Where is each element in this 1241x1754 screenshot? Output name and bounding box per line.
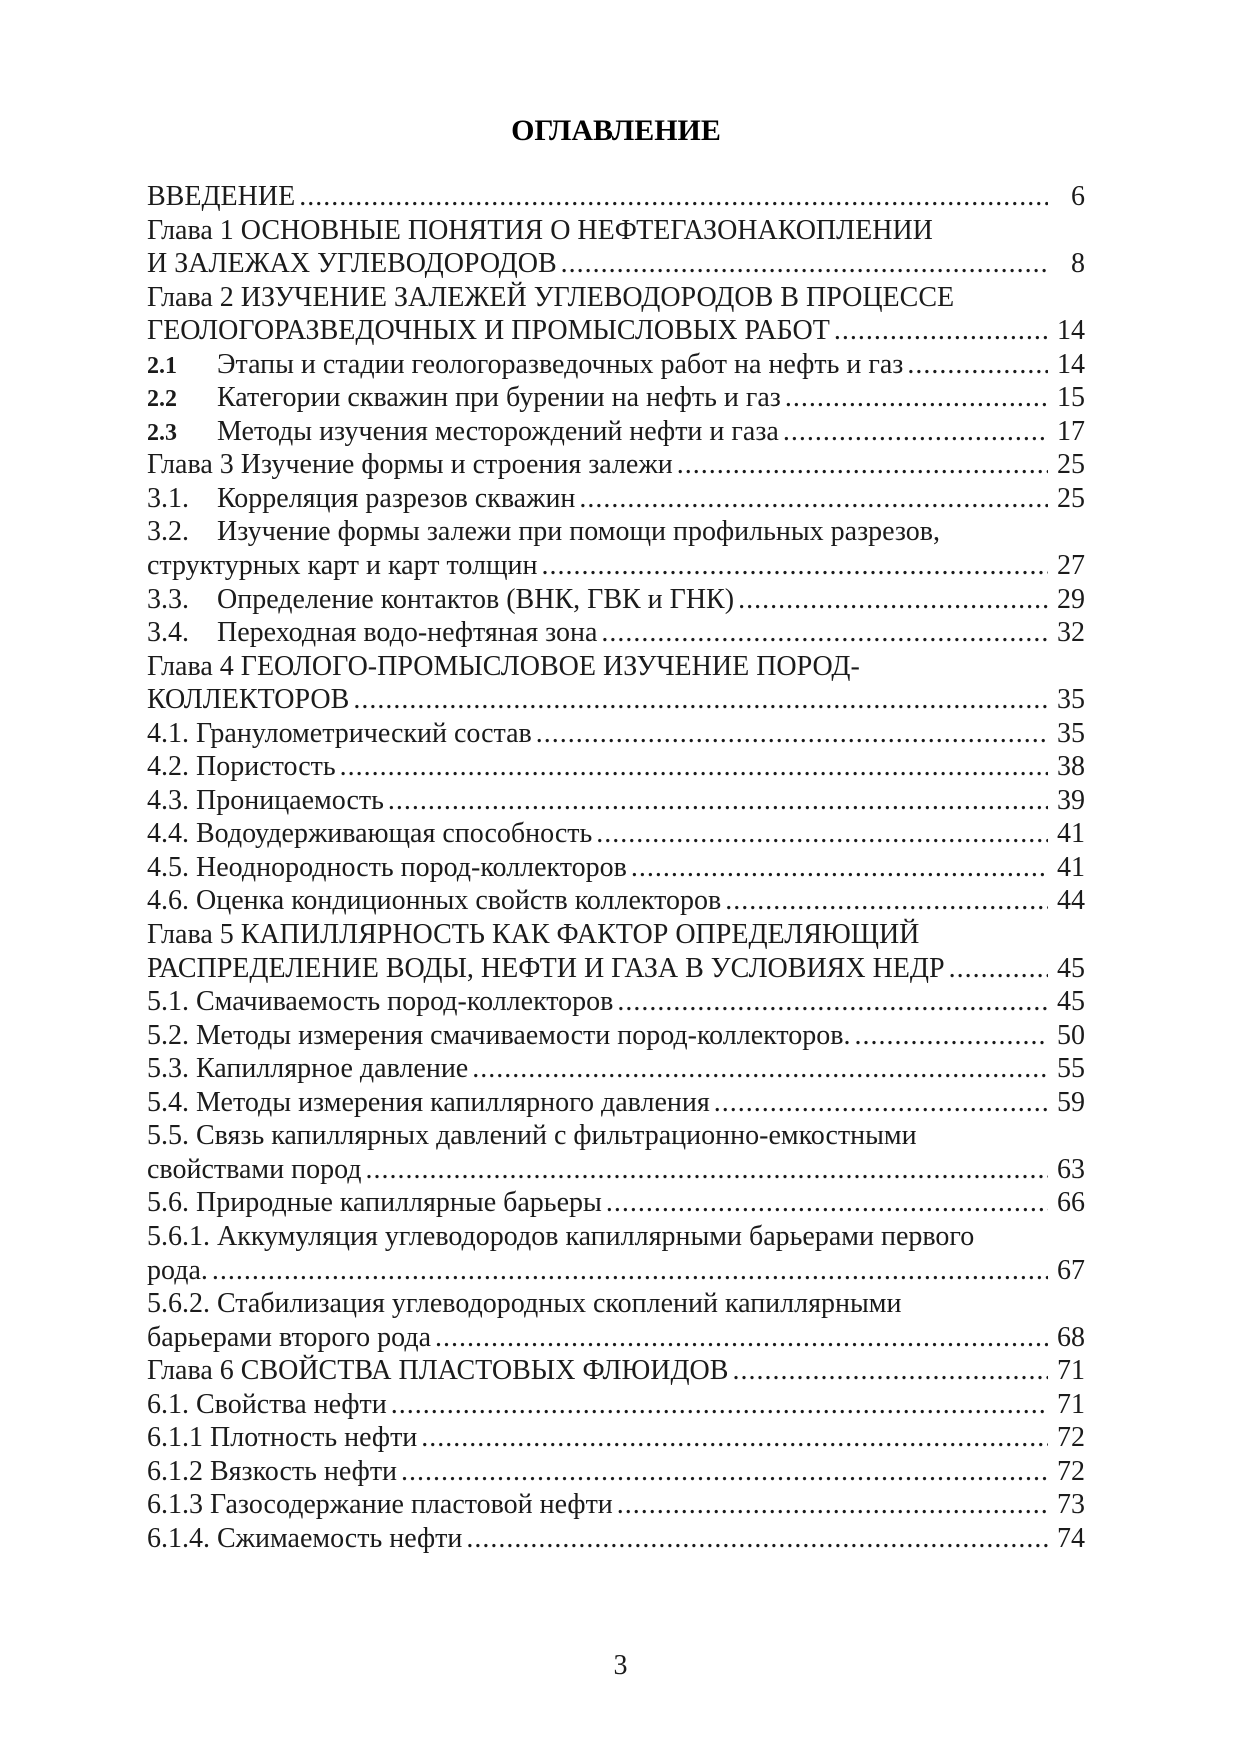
toc-entry-text: Изучение формы залежи при помощи профильных разрезов, <box>217 516 941 548</box>
toc-entry-page: 41 <box>1057 818 1085 850</box>
toc-dot-leader <box>208 1254 1048 1288</box>
toc-entry-page: 72 <box>1057 1422 1085 1454</box>
toc-dot-leader <box>781 381 1048 415</box>
toc-entry <box>147 281 1085 315</box>
toc-entry <box>147 1220 1085 1254</box>
toc-entry-page: 74 <box>1057 1522 1085 1554</box>
toc-entry-text: Корреляция разрезов скважин <box>217 482 576 514</box>
toc-entry-text: Глава 3 Изучение формы и строения залежи <box>147 449 673 481</box>
toc-entry-text: 6.1. Свойства нефти <box>147 1388 387 1420</box>
toc-dot-leader <box>627 851 1048 885</box>
toc-entry-page: 29 <box>1057 583 1085 615</box>
toc-dot-leader <box>417 1421 1048 1455</box>
toc-entry-text: барьерами второго рода <box>147 1321 432 1353</box>
toc-entry <box>147 750 1085 784</box>
toc-entry-page: 66 <box>1057 1187 1085 1219</box>
toc-entry-page: 6 <box>1071 181 1085 212</box>
toc-entry-page: 68 <box>1057 1321 1085 1353</box>
toc-dot-leader <box>945 952 1048 986</box>
toc-entry <box>147 817 1085 851</box>
toc-entry <box>147 1455 1085 1489</box>
toc-entry <box>147 717 1085 751</box>
toc-entry <box>147 1119 1085 1153</box>
page-title: ОГЛАВЛЕНИЕ <box>511 114 721 147</box>
toc-entry-page: 15 <box>1057 382 1085 414</box>
toc-entry <box>147 348 1085 382</box>
toc-entry <box>147 1488 1085 1522</box>
toc-entry <box>147 549 1085 583</box>
toc-dot-leader <box>728 1354 1048 1388</box>
toc-entry <box>147 784 1085 818</box>
toc-entry <box>147 1254 1085 1288</box>
toc-dot-leader <box>557 247 1048 281</box>
toc-entry-number: 2.1 <box>147 352 177 379</box>
toc-entry <box>147 314 1085 348</box>
toc-entry-page: 25 <box>1057 449 1085 481</box>
toc-dot-leader <box>384 784 1048 818</box>
toc-entry-text: 5.5. Связь капиллярных давлений с фильтрационно-емкостными <box>147 1120 917 1152</box>
toc-entry-text: Глава 4 ГЕОЛОГО-ПРОМЫСЛОВОЕ ИЗУЧЕНИЕ ПОРОД- <box>147 650 860 682</box>
toc-entry <box>147 1287 1085 1321</box>
toc-entry-text: 5.6.2. Стабилизация углеводородных скоплений капиллярными <box>147 1288 902 1320</box>
toc-entry-text: 5.2. Методы измерения смачиваемости пород-коллекторов. <box>147 1019 851 1051</box>
toc-dot-leader <box>592 817 1048 851</box>
toc-dot-leader <box>613 1488 1048 1522</box>
toc-entry-text: 6.1.4. Сжимаемость нефти <box>147 1522 463 1554</box>
toc-entry <box>147 884 1085 918</box>
toc-dot-leader <box>295 180 1048 214</box>
toc-entry-number: 3.1. <box>147 482 189 514</box>
toc-entry-page: 72 <box>1057 1455 1085 1487</box>
toc-entry-page: 38 <box>1057 751 1085 783</box>
toc-entry-page: 44 <box>1057 885 1085 917</box>
toc-entry <box>147 1354 1085 1388</box>
toc-entry-text: Глава 1 ОСНОВНЫЕ ПОНЯТИЯ О НЕФТЕГАЗОНАКОПЛЕНИИ <box>147 214 933 246</box>
toc-entry-text: 5.6. Природные капиллярные барьеры <box>147 1187 602 1219</box>
toc-entry-text: 4.1. Гранулометрический состав <box>147 717 532 749</box>
toc-dot-leader <box>903 348 1048 382</box>
toc-dot-leader <box>575 482 1048 516</box>
toc-entry-text: Определение контактов (ВНК, ГВК и ГНК) <box>217 583 735 615</box>
toc-entry-page: 63 <box>1057 1153 1085 1185</box>
toc-dot-leader <box>851 1019 1049 1053</box>
toc-dot-leader <box>710 1086 1048 1120</box>
toc-entry-page: 35 <box>1057 684 1085 716</box>
toc-entry-page: 35 <box>1057 717 1085 749</box>
toc-dot-leader <box>397 1455 1048 1489</box>
toc-entry <box>147 1186 1085 1220</box>
toc-entry-text: рода. <box>147 1254 208 1286</box>
toc-entry <box>147 918 1085 952</box>
toc-dot-leader <box>387 1388 1048 1422</box>
toc-entry-text: РАСПРЕДЕЛЕНИЕ ВОДЫ, НЕФТИ И ГАЗА В УСЛОВИЯХ НЕДР <box>147 952 945 984</box>
toc-entry-text: Методы изучения месторождений нефти и газа <box>217 415 779 447</box>
toc-dot-leader <box>468 1052 1048 1086</box>
toc-entry-text: 5.1. Смачиваемость пород-коллекторов <box>147 986 614 1018</box>
toc-dot-leader <box>830 314 1048 348</box>
toc-entry <box>147 1019 1085 1053</box>
toc-entry-page: 41 <box>1057 851 1085 883</box>
toc-entry-page: 73 <box>1057 1489 1085 1521</box>
toc-entry-page: 14 <box>1057 315 1085 347</box>
toc-entry-page: 32 <box>1057 617 1085 649</box>
toc-entry-number: 3.2. <box>147 516 189 548</box>
toc-entry-text: свойствами пород <box>147 1153 362 1185</box>
toc-entry <box>147 1153 1085 1187</box>
toc-entry-text: ГЕОЛОГОРАЗВЕДОЧНЫХ И ПРОМЫСЛОВЫХ РАБОТ <box>147 315 830 347</box>
toc-entry-text: Глава 2 ИЗУЧЕНИЕ ЗАЛЕЖЕЙ УГЛЕВОДОРОДОВ В ПРОЦЕССЕ <box>147 281 955 313</box>
toc-entry-text: 5.6.1. Аккумуляция углеводородов капиллярными барьерами первого <box>147 1220 975 1252</box>
toc-entry-page: 27 <box>1057 550 1085 582</box>
toc-entry-number: 3.3. <box>147 583 189 615</box>
toc-entry-page: 67 <box>1057 1254 1085 1286</box>
toc-entry-text: 4.6. Оценка кондиционных свойств коллекторов <box>147 885 722 917</box>
toc-entry <box>147 415 1085 449</box>
toc-entry-text: И ЗАЛЕЖАХ УГЛЕВОДОРОДОВ <box>147 248 557 280</box>
toc-entry-page: 39 <box>1057 784 1085 816</box>
toc-entry-text: 6.1.2 Вязкость нефти <box>147 1455 398 1487</box>
toc-dot-leader <box>537 549 1048 583</box>
toc-entry <box>147 583 1085 617</box>
toc-entry-page: 45 <box>1057 986 1085 1018</box>
toc-entry <box>147 448 1085 482</box>
toc-entry-number: 3.4. <box>147 617 189 649</box>
toc-entry-page: 59 <box>1057 1086 1085 1118</box>
toc-entry <box>147 515 1085 549</box>
page-footer-number: 3 <box>613 1650 628 1681</box>
toc-dot-leader <box>336 750 1048 784</box>
toc-dot-leader <box>721 884 1048 918</box>
toc-entry <box>147 650 1085 684</box>
toc-entry-page: 14 <box>1057 348 1085 380</box>
toc-entry-text: КОЛЛЕКТОРОВ <box>147 684 350 716</box>
toc-entry-number: 2.3 <box>147 419 177 446</box>
toc-entry-text: Категории скважин при бурении на нефть и газ <box>217 382 781 414</box>
toc-dot-leader <box>673 448 1048 482</box>
toc-entry <box>147 1522 1085 1556</box>
toc-entry-page: 55 <box>1057 1053 1085 1085</box>
toc-entry-text: Переходная водо-нефтяная зона <box>217 617 598 649</box>
toc-dot-leader <box>779 415 1048 449</box>
toc-entry <box>147 616 1085 650</box>
toc-entry <box>147 1321 1085 1355</box>
toc-dot-leader <box>462 1522 1048 1556</box>
toc-entry-text: 6.1.1 Плотность нефти <box>147 1422 418 1454</box>
toc-entry-page: 25 <box>1057 482 1085 514</box>
toc-entry-text: 4.2. Пористость <box>147 751 336 783</box>
toc-entry-text: 4.4. Водоудерживающая способность <box>147 818 593 850</box>
toc-entry <box>147 482 1085 516</box>
toc-entry <box>147 381 1085 415</box>
toc-entry <box>147 1388 1085 1422</box>
toc-entry-text: 6.1.3 Газосодержание пластовой нефти <box>147 1489 613 1521</box>
toc-entry-text: 4.5. Неоднородность пород-коллекторов <box>147 851 627 883</box>
toc-entry-page: 8 <box>1071 248 1085 280</box>
toc-entry-text: Глава 5 КАПИЛЛЯРНОСТЬ КАК ФАКТОР ОПРЕДЕЛЯЮЩИЙ <box>147 919 920 951</box>
toc-entry-page: 45 <box>1057 952 1085 984</box>
toc-entry-page: 17 <box>1057 415 1085 447</box>
toc-entry-page: 71 <box>1057 1388 1085 1420</box>
toc-entry-text: 5.4. Методы измерения капиллярного давления <box>147 1086 710 1118</box>
toc-entry-number: 2.2 <box>147 386 177 413</box>
toc-entry <box>147 180 1085 214</box>
toc-entry <box>147 247 1085 281</box>
toc-entry <box>147 1086 1085 1120</box>
toc-entry <box>147 1421 1085 1455</box>
toc-entry-text: Глава 6 СВОЙСТВА ПЛАСТОВЫХ ФЛЮИДОВ <box>147 1355 729 1387</box>
toc-dot-leader <box>597 616 1048 650</box>
toc-entry <box>147 851 1085 885</box>
toc-entry <box>147 1052 1085 1086</box>
toc-entry <box>147 214 1085 248</box>
toc-entry-text: ВВЕДЕНИЕ <box>147 181 296 212</box>
toc-dot-leader <box>532 717 1048 751</box>
toc-entry-text: 4.3. Проницаемость <box>147 784 384 816</box>
toc-dot-leader <box>362 1153 1048 1187</box>
toc-entry <box>147 952 1085 986</box>
toc-dot-leader <box>602 1186 1048 1220</box>
toc-list <box>147 180 1085 1555</box>
toc-entry <box>147 683 1085 717</box>
toc-entry-text: структурных карт и карт толщин <box>147 550 538 582</box>
toc-dot-leader <box>431 1321 1048 1355</box>
toc-dot-leader <box>349 683 1048 717</box>
toc-entry-page: 71 <box>1057 1355 1085 1387</box>
toc-dot-leader <box>734 583 1048 617</box>
toc-entry-text: 5.3. Капиллярное давление <box>147 1053 469 1085</box>
toc-dot-leader <box>613 985 1048 1019</box>
toc-entry-text: Этапы и стадии геологоразведочных работ на нефть и газ <box>217 348 904 380</box>
toc-entry <box>147 985 1085 1019</box>
toc-entry-page: 50 <box>1057 1019 1085 1051</box>
